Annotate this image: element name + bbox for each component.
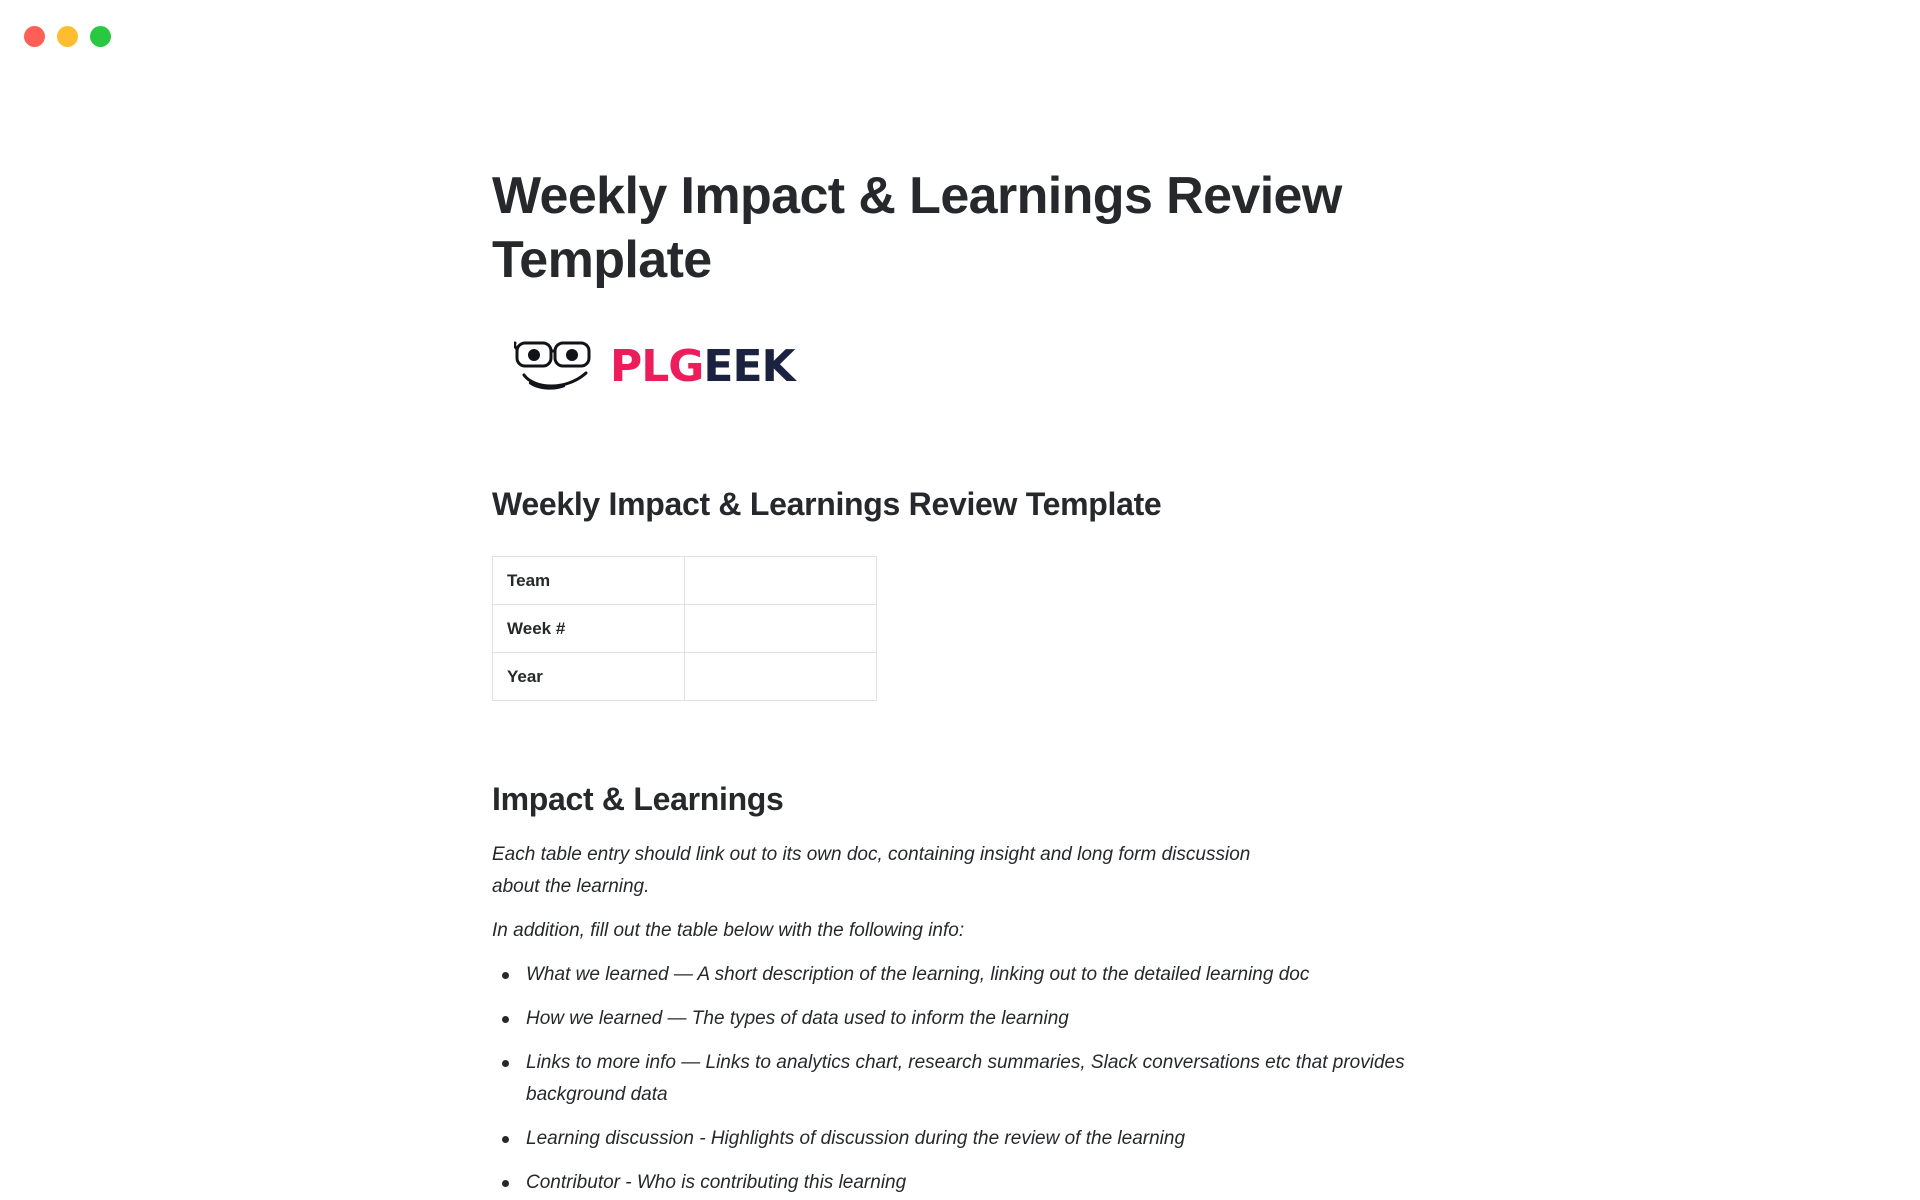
page-title: Weekly Impact & Learnings Review Template xyxy=(492,167,1342,289)
nerd-glasses-face-icon xyxy=(514,339,598,395)
meta-label-year: Year xyxy=(493,653,685,701)
window-title-bar xyxy=(0,0,1920,74)
meta-label-team: Team xyxy=(493,557,685,605)
maximize-window-button[interactable] xyxy=(90,26,111,47)
list-item: What we learned — A short description of the learning, linking out to the detailed learning doc xyxy=(526,959,1446,991)
impact-paragraph-1: Each table entry should link out to its own doc, containing insight and long form discussion about the learning. xyxy=(492,844,1251,897)
meta-label-week: Week # xyxy=(493,605,685,653)
table-row xyxy=(493,653,877,701)
meta-value-year[interactable] xyxy=(685,653,877,701)
impact-bullet-list xyxy=(492,959,1452,1199)
section-heading-template: Weekly Impact & Learnings Review Template xyxy=(492,486,1162,522)
list-item: Contributor - Who is contributing this learning xyxy=(526,1167,1446,1199)
table-row xyxy=(493,605,877,653)
window-controls xyxy=(24,26,111,47)
minimize-window-button[interactable] xyxy=(57,26,78,47)
logo-text-primary: PLG xyxy=(610,341,704,392)
meta-value-team[interactable] xyxy=(685,557,877,605)
list-item: Links to more info — Links to analytics chart, research summaries, Slack conversations etc that provides background data xyxy=(526,1047,1446,1111)
document-canvas[interactable] xyxy=(0,74,1920,1200)
impact-paragraph-2: In addition, fill out the table below with the following info: xyxy=(492,920,965,941)
section-heading-impact: Impact & Learnings xyxy=(492,781,784,817)
close-window-button[interactable] xyxy=(24,26,45,47)
meta-value-week[interactable] xyxy=(685,605,877,653)
plgeek-logo xyxy=(492,336,1452,398)
logo-text-secondary: EEK xyxy=(703,341,795,392)
table-row xyxy=(493,557,877,605)
list-item: How we learned — The types of data used to inform the learning xyxy=(526,1003,1446,1035)
meta-table xyxy=(492,556,877,701)
list-item: Learning discussion - Highlights of discussion during the review of the learning xyxy=(526,1123,1446,1155)
